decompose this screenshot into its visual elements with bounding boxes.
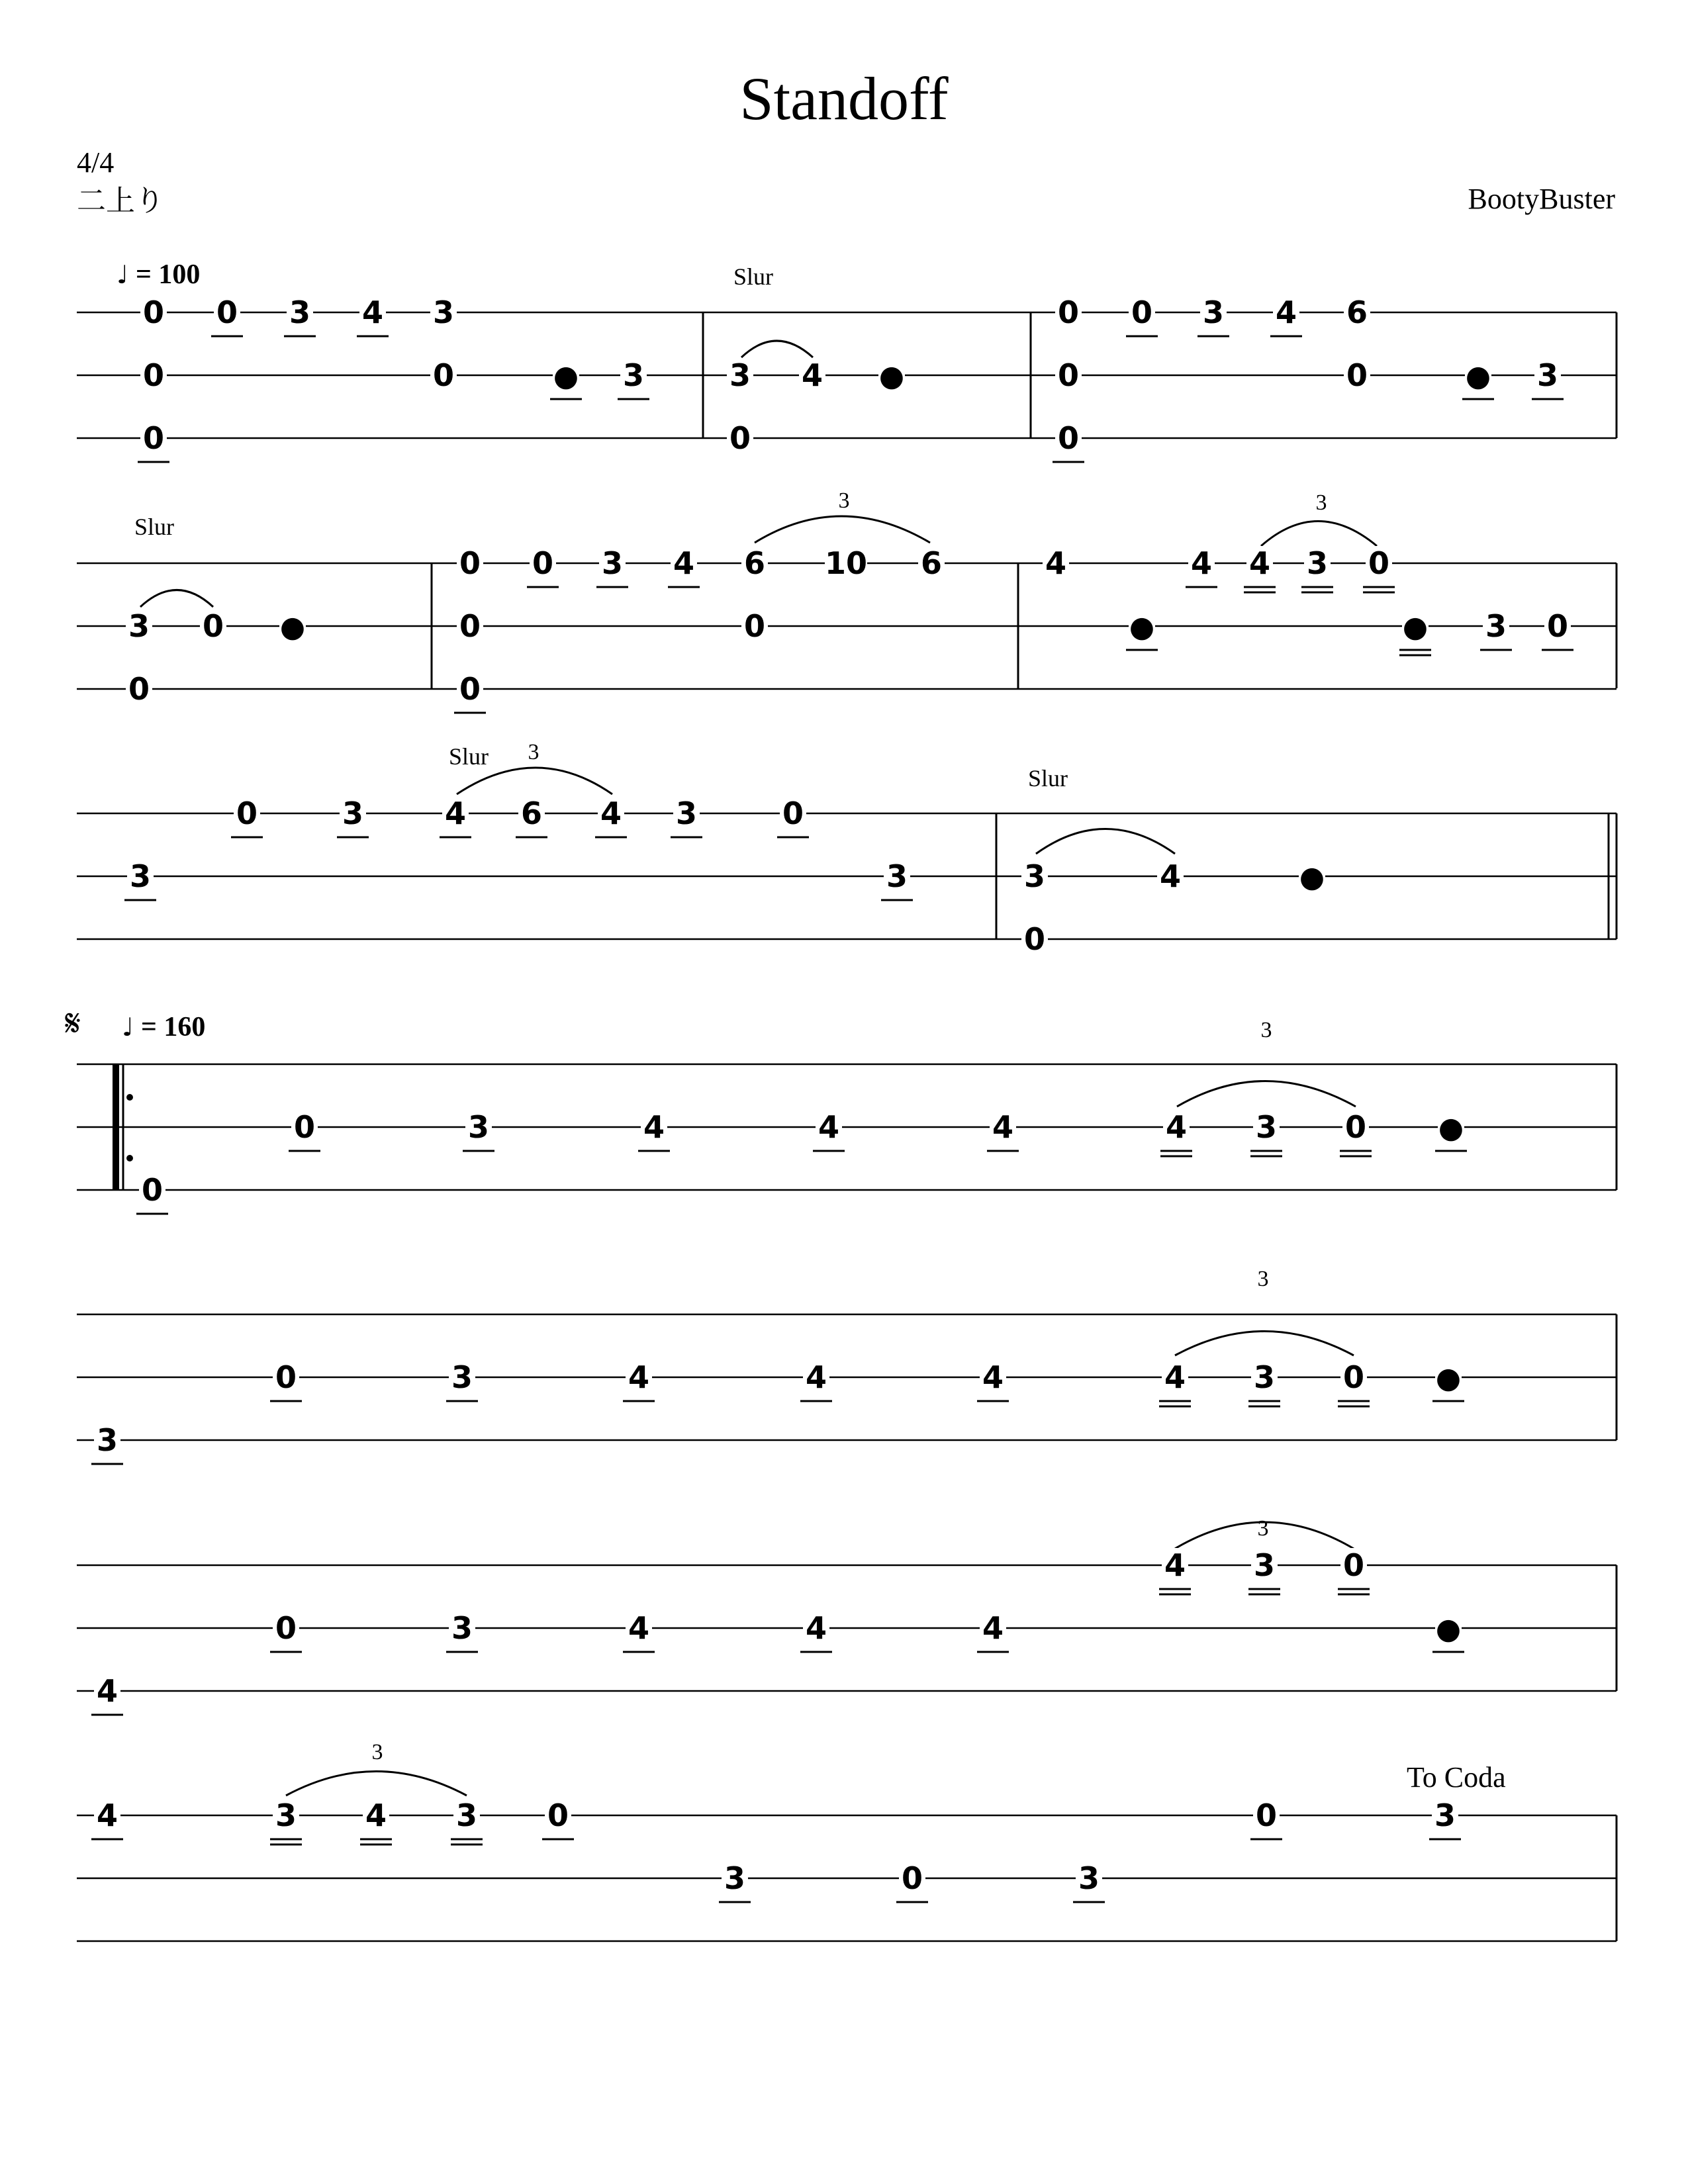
svg-text:3: 3 <box>289 295 311 330</box>
fret-number <box>140 357 167 393</box>
svg-text:6: 6 <box>520 796 543 831</box>
svg-text:0: 0 <box>216 295 238 330</box>
fret-number <box>126 671 152 707</box>
svg-text:3: 3 <box>1253 1359 1276 1395</box>
fret-number <box>357 295 389 336</box>
segno-icon: 𝄋 <box>65 1002 81 1045</box>
fret-number <box>1363 545 1395 592</box>
fret-number <box>1480 608 1512 650</box>
time-signature: 4/4 <box>77 146 115 179</box>
fret-number <box>440 796 471 837</box>
svg-text:4: 4 <box>992 1109 1014 1145</box>
slur-arc <box>286 1772 467 1796</box>
fret-number <box>284 295 316 336</box>
fret-number <box>1126 295 1158 336</box>
svg-text:0: 0 <box>532 545 554 581</box>
fret-number <box>727 357 753 393</box>
composer: BootyBuster <box>1468 183 1615 215</box>
svg-text:4: 4 <box>628 1610 650 1646</box>
rest-dot <box>1399 609 1431 655</box>
slur-arc <box>1175 1332 1354 1356</box>
rest-dot <box>550 358 582 399</box>
svg-text:3: 3 <box>455 1797 478 1833</box>
svg-text:3: 3 <box>729 357 751 393</box>
svg-text:0: 0 <box>547 1797 569 1833</box>
fret-number <box>1159 1359 1191 1406</box>
fret-number <box>1160 1109 1192 1156</box>
rest-dot <box>1435 1110 1467 1151</box>
svg-text:3: 3 <box>724 1860 746 1896</box>
tempo-mark-160 <box>122 1012 205 1042</box>
svg-text:0: 0 <box>1255 1797 1278 1833</box>
svg-text:4: 4 <box>1045 545 1067 581</box>
svg-text:3: 3 <box>886 858 908 894</box>
fret-number <box>813 1109 845 1151</box>
fret-number <box>1021 858 1048 894</box>
fret-number <box>289 1109 320 1151</box>
svg-text:0: 0 <box>1368 545 1390 581</box>
fret-number <box>1186 545 1217 587</box>
rest-dot <box>1432 1611 1464 1652</box>
svg-text:3: 3 <box>129 858 152 894</box>
svg-text:3: 3 <box>275 1797 297 1833</box>
fret-number <box>741 608 768 644</box>
svg-text:●: ● <box>1435 1361 1462 1395</box>
tab-staff <box>77 1797 1617 1941</box>
rest-dot <box>1126 609 1158 650</box>
fret-number <box>918 545 945 581</box>
fret-number <box>527 545 559 587</box>
fret-number <box>430 357 457 393</box>
fret-number <box>457 608 483 644</box>
svg-text:6: 6 <box>920 545 943 581</box>
svg-text:4: 4 <box>673 545 695 581</box>
tab-staff <box>77 1547 1617 1715</box>
svg-text:4: 4 <box>600 796 622 831</box>
fret-number <box>337 796 369 837</box>
svg-text:●: ● <box>1129 610 1155 644</box>
fret-number <box>977 1359 1009 1401</box>
fret-number <box>800 1359 832 1401</box>
svg-text:0: 0 <box>901 1860 923 1896</box>
rest-dot <box>878 358 905 393</box>
svg-text:0: 0 <box>729 420 751 456</box>
score-title: Standoff <box>739 65 949 132</box>
fret-number <box>896 1860 928 1902</box>
slur-label: Slur <box>449 743 489 770</box>
fret-number <box>741 545 768 581</box>
svg-text:4: 4 <box>805 1359 827 1395</box>
fret-number <box>1344 295 1370 330</box>
svg-text:3: 3 <box>451 1359 473 1395</box>
svg-text:3: 3 <box>601 545 624 581</box>
svg-text:0: 0 <box>1057 295 1080 330</box>
fret-number <box>1073 1860 1105 1902</box>
svg-text:3: 3 <box>1536 357 1559 393</box>
svg-text:3: 3 <box>1202 295 1225 330</box>
slur-label: Slur <box>134 514 175 540</box>
fret-number <box>430 295 457 330</box>
svg-text:4: 4 <box>96 1673 118 1709</box>
fret-number <box>623 1359 655 1401</box>
svg-text:0: 0 <box>293 1109 316 1145</box>
svg-text:3: 3 <box>128 608 150 644</box>
slur-arc <box>1261 522 1377 547</box>
fret-number <box>124 858 156 900</box>
fret-number <box>270 1610 302 1652</box>
svg-text:4: 4 <box>1190 545 1213 581</box>
tab-staff <box>77 796 1617 957</box>
svg-text:4: 4 <box>801 357 823 393</box>
fret-number <box>1021 921 1048 957</box>
fret-number <box>623 1610 655 1652</box>
svg-text:0: 0 <box>432 357 455 393</box>
fret-number <box>1532 357 1564 399</box>
svg-text:3: 3 <box>96 1422 118 1458</box>
fret-number <box>270 1359 302 1401</box>
fret-number <box>1338 1547 1370 1594</box>
fret-number <box>1055 295 1082 330</box>
svg-text:●: ● <box>878 359 905 393</box>
fret-number <box>451 1797 483 1844</box>
svg-text:4: 4 <box>818 1109 840 1145</box>
fret-number <box>1248 1547 1280 1594</box>
fret-number <box>1429 1797 1461 1839</box>
slur-label: Slur <box>1028 765 1068 792</box>
tuplet-number: 3 <box>838 488 850 513</box>
fret-number <box>671 796 702 837</box>
svg-text:3: 3 <box>1253 1547 1276 1583</box>
slur-arc <box>1177 1081 1356 1107</box>
svg-text:4: 4 <box>444 796 467 831</box>
tab-staff <box>77 295 1617 462</box>
svg-text:0: 0 <box>1344 1109 1367 1145</box>
svg-text:3: 3 <box>342 796 364 831</box>
fret-number <box>1157 858 1184 894</box>
slur-arc <box>755 516 930 543</box>
fret-number <box>1301 545 1333 592</box>
tab-staff <box>77 1064 1617 1214</box>
svg-text:3: 3 <box>1306 545 1329 581</box>
to-coda-label: To Coda <box>1407 1761 1506 1794</box>
fret-number <box>719 1860 751 1902</box>
fret-number <box>91 1797 123 1839</box>
tempo-value: = 100 <box>136 259 201 290</box>
svg-text:0: 0 <box>743 608 766 644</box>
svg-text:4: 4 <box>361 295 384 330</box>
svg-text:3: 3 <box>622 357 645 393</box>
svg-text:●: ● <box>1435 1612 1462 1646</box>
rest-dot <box>1432 1360 1464 1401</box>
svg-text:0: 0 <box>141 1172 164 1208</box>
svg-text:4: 4 <box>1159 858 1182 894</box>
svg-text:●: ● <box>1438 1111 1464 1145</box>
fret-number <box>1055 357 1082 393</box>
svg-text:6: 6 <box>743 545 766 581</box>
fret-number <box>126 608 152 644</box>
fret-number <box>800 1610 832 1652</box>
svg-text:3: 3 <box>675 796 698 831</box>
fret-number <box>727 420 753 456</box>
fret-number <box>881 858 913 900</box>
fret-number <box>446 1610 478 1652</box>
svg-text:0: 0 <box>1023 921 1046 957</box>
tempo-mark-100 <box>117 259 200 290</box>
svg-text:4: 4 <box>1164 1359 1186 1395</box>
svg-text:3: 3 <box>467 1109 490 1145</box>
fret-number <box>1250 1797 1282 1839</box>
fret-number <box>825 545 867 581</box>
svg-text:0: 0 <box>275 1610 297 1646</box>
svg-text:●: ● <box>553 359 579 393</box>
fret-number <box>516 796 547 837</box>
fret-number <box>799 357 825 393</box>
svg-text:0: 0 <box>1346 357 1368 393</box>
tuplet-number: 3 <box>371 1740 383 1764</box>
fret-number <box>1053 420 1084 462</box>
rest-dot <box>1299 859 1325 894</box>
tuplet-number: 3 <box>528 740 539 764</box>
fret-number <box>138 420 169 462</box>
rest-dot <box>1462 358 1494 399</box>
fret-number <box>1340 1109 1372 1156</box>
svg-text:4: 4 <box>1275 295 1297 330</box>
svg-text:4: 4 <box>365 1797 387 1833</box>
svg-text:3: 3 <box>1078 1860 1100 1896</box>
fret-number <box>91 1422 123 1464</box>
fret-number <box>1248 1359 1280 1406</box>
fret-number <box>1250 1109 1282 1156</box>
fret-number <box>1197 295 1229 336</box>
fret-number <box>140 295 167 330</box>
fret-number <box>446 1359 478 1401</box>
svg-text:●: ● <box>1402 610 1429 644</box>
svg-text:3: 3 <box>451 1610 473 1646</box>
svg-text:0: 0 <box>142 295 165 330</box>
tuplet-number: 3 <box>1257 1267 1269 1291</box>
fret-number <box>231 796 263 837</box>
fret-number <box>596 545 628 587</box>
fret-number <box>360 1797 392 1844</box>
fret-number <box>638 1109 670 1151</box>
fret-number <box>1244 545 1276 592</box>
fret-number <box>987 1109 1019 1151</box>
svg-text:●: ● <box>1465 359 1491 393</box>
svg-text:4: 4 <box>96 1797 118 1833</box>
fret-number <box>618 357 649 399</box>
svg-text:4: 4 <box>982 1359 1004 1395</box>
slur-label: Slur <box>733 263 774 290</box>
fret-number <box>454 671 486 713</box>
tab-staff <box>77 545 1617 713</box>
svg-text:3: 3 <box>1255 1109 1278 1145</box>
svg-text:3: 3 <box>1434 1797 1456 1833</box>
fret-number <box>595 796 627 837</box>
fret-number <box>270 1797 302 1844</box>
tuplet-number: 3 <box>1315 490 1327 515</box>
fret-number <box>457 545 483 581</box>
svg-text:0: 0 <box>128 671 150 707</box>
svg-text:0: 0 <box>202 608 224 644</box>
svg-text:●: ● <box>279 610 306 644</box>
svg-text:0: 0 <box>782 796 804 831</box>
fret-number <box>200 608 226 644</box>
fret-number <box>211 295 243 336</box>
fret-number <box>1344 357 1370 393</box>
tempo-value: = 160 <box>141 1012 206 1042</box>
svg-text:0: 0 <box>236 796 258 831</box>
svg-text:0: 0 <box>1131 295 1153 330</box>
fret-number <box>136 1172 168 1214</box>
svg-text:0: 0 <box>1342 1547 1365 1583</box>
svg-text:10: 10 <box>824 545 868 581</box>
svg-text:0: 0 <box>1342 1359 1365 1395</box>
svg-text:6: 6 <box>1346 295 1368 330</box>
tab-staff <box>77 1314 1617 1464</box>
svg-text:0: 0 <box>1057 357 1080 393</box>
svg-text:0: 0 <box>1546 608 1569 644</box>
fret-number <box>977 1610 1009 1652</box>
fret-number <box>542 1797 574 1839</box>
svg-text:●: ● <box>1299 860 1325 894</box>
fret-number <box>668 545 700 587</box>
svg-text:4: 4 <box>1248 545 1271 581</box>
fret-number <box>1338 1359 1370 1406</box>
svg-text:0: 0 <box>459 671 481 707</box>
svg-text:4: 4 <box>643 1109 665 1145</box>
svg-text:4: 4 <box>628 1359 650 1395</box>
tuplet-number: 3 <box>1260 1018 1272 1042</box>
slur-arc <box>1036 829 1175 854</box>
svg-text:4: 4 <box>982 1610 1004 1646</box>
fret-number <box>1542 608 1573 650</box>
svg-text:0: 0 <box>459 608 481 644</box>
staves <box>77 295 1617 1941</box>
slur-arc <box>741 341 813 357</box>
slur-arc <box>457 768 612 794</box>
fret-number <box>1270 295 1302 336</box>
svg-text:3: 3 <box>432 295 455 330</box>
svg-text:4: 4 <box>1165 1109 1188 1145</box>
quarter-note-icon: ♩ <box>117 260 128 289</box>
svg-text:3: 3 <box>1485 608 1507 644</box>
svg-text:4: 4 <box>1164 1547 1186 1583</box>
svg-text:0: 0 <box>1057 420 1080 456</box>
quarter-note-icon: ♩ <box>122 1013 134 1042</box>
svg-text:0: 0 <box>142 420 165 456</box>
rest-dot <box>279 609 306 644</box>
svg-text:0: 0 <box>459 545 481 581</box>
fret-number <box>463 1109 494 1151</box>
tuplet-number: 3 <box>1257 1516 1269 1541</box>
fret-number <box>91 1673 123 1715</box>
fret-number <box>777 796 809 837</box>
fret-number <box>1159 1547 1191 1594</box>
svg-text:4: 4 <box>805 1610 827 1646</box>
fret-number <box>1043 545 1069 581</box>
svg-text:0: 0 <box>275 1359 297 1395</box>
svg-text:3: 3 <box>1023 858 1046 894</box>
slur-arc <box>140 590 213 608</box>
tuning-label: 二上り <box>77 184 164 218</box>
svg-text:0: 0 <box>142 357 165 393</box>
